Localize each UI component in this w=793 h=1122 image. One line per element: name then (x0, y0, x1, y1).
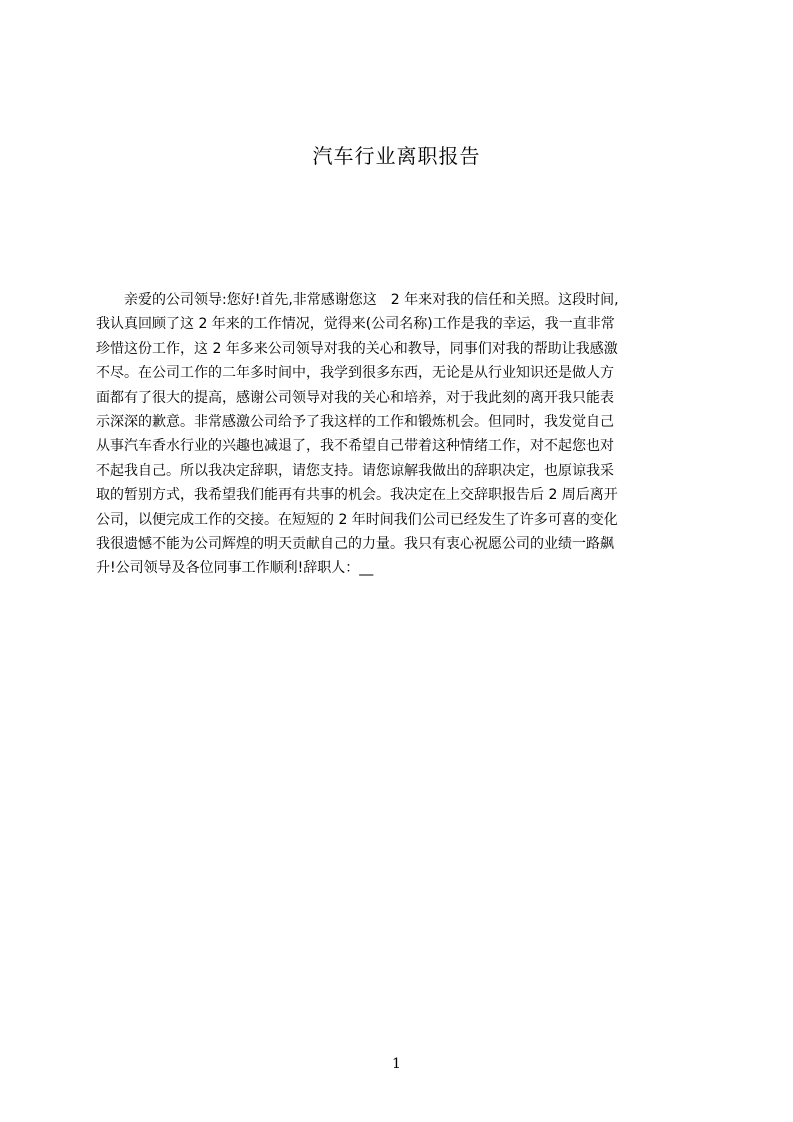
body-line: 不尽。在公司工作的二年多时间中，我学到很多东西，无论是从行业知识还是做人方 (96, 365, 614, 382)
document-title: 汽车行业离职报告 (312, 144, 481, 168)
letter-body (96, 288, 726, 581)
body-line: 我很遗憾不能为公司辉煌的明天贡献自己的力量。我只有衷心祝愿公司的业绩一路飙 (96, 535, 614, 552)
body-line: 从事汽车香水行业的兴趣也减退了，我不希望自己带着这种情绪工作，对不起您也对 (96, 438, 614, 455)
body-line: 珍惜这份工作，这 2 年多来公司领导对我的关心和教导，同事们对我的帮助让我感激 (96, 340, 618, 357)
body-line: 面都有了很大的提高，感谢公司领导对我的关心和培养，对于我此刻的离开我只能表 (96, 389, 614, 406)
body-line: 升!公司领导及各位同事工作顺利!辞职人：__ (96, 560, 374, 577)
body-line: 示深深的歉意。非常感激公司给予了我这样的工作和锻炼机会。但同时，我发觉自己 (96, 413, 614, 430)
page-number: 1 (392, 1056, 401, 1072)
body-line: 公司，以便完成工作的交接。在短短的 2 年时间我们公司已经发生了许多可喜的变化 (96, 511, 618, 528)
body-line: 取的暂别方式，我希望我们能再有共事的机会。我决定在上交辞职报告后 2 周后离开 (96, 487, 618, 504)
body-line: 我认真回顾了这 2 年来的工作情况，觉得来(公司名称)工作是我的幸运，我一直非常 (96, 316, 615, 333)
body-line: 不起我自己。所以我决定辞职，请您支持。请您谅解我做出的辞职决定，也原谅我采 (96, 462, 614, 479)
body-line: 亲爱的公司领导:您好!首先,非常感谢您这 2 年来对我的信任和关照。这段时间, (96, 292, 619, 308)
